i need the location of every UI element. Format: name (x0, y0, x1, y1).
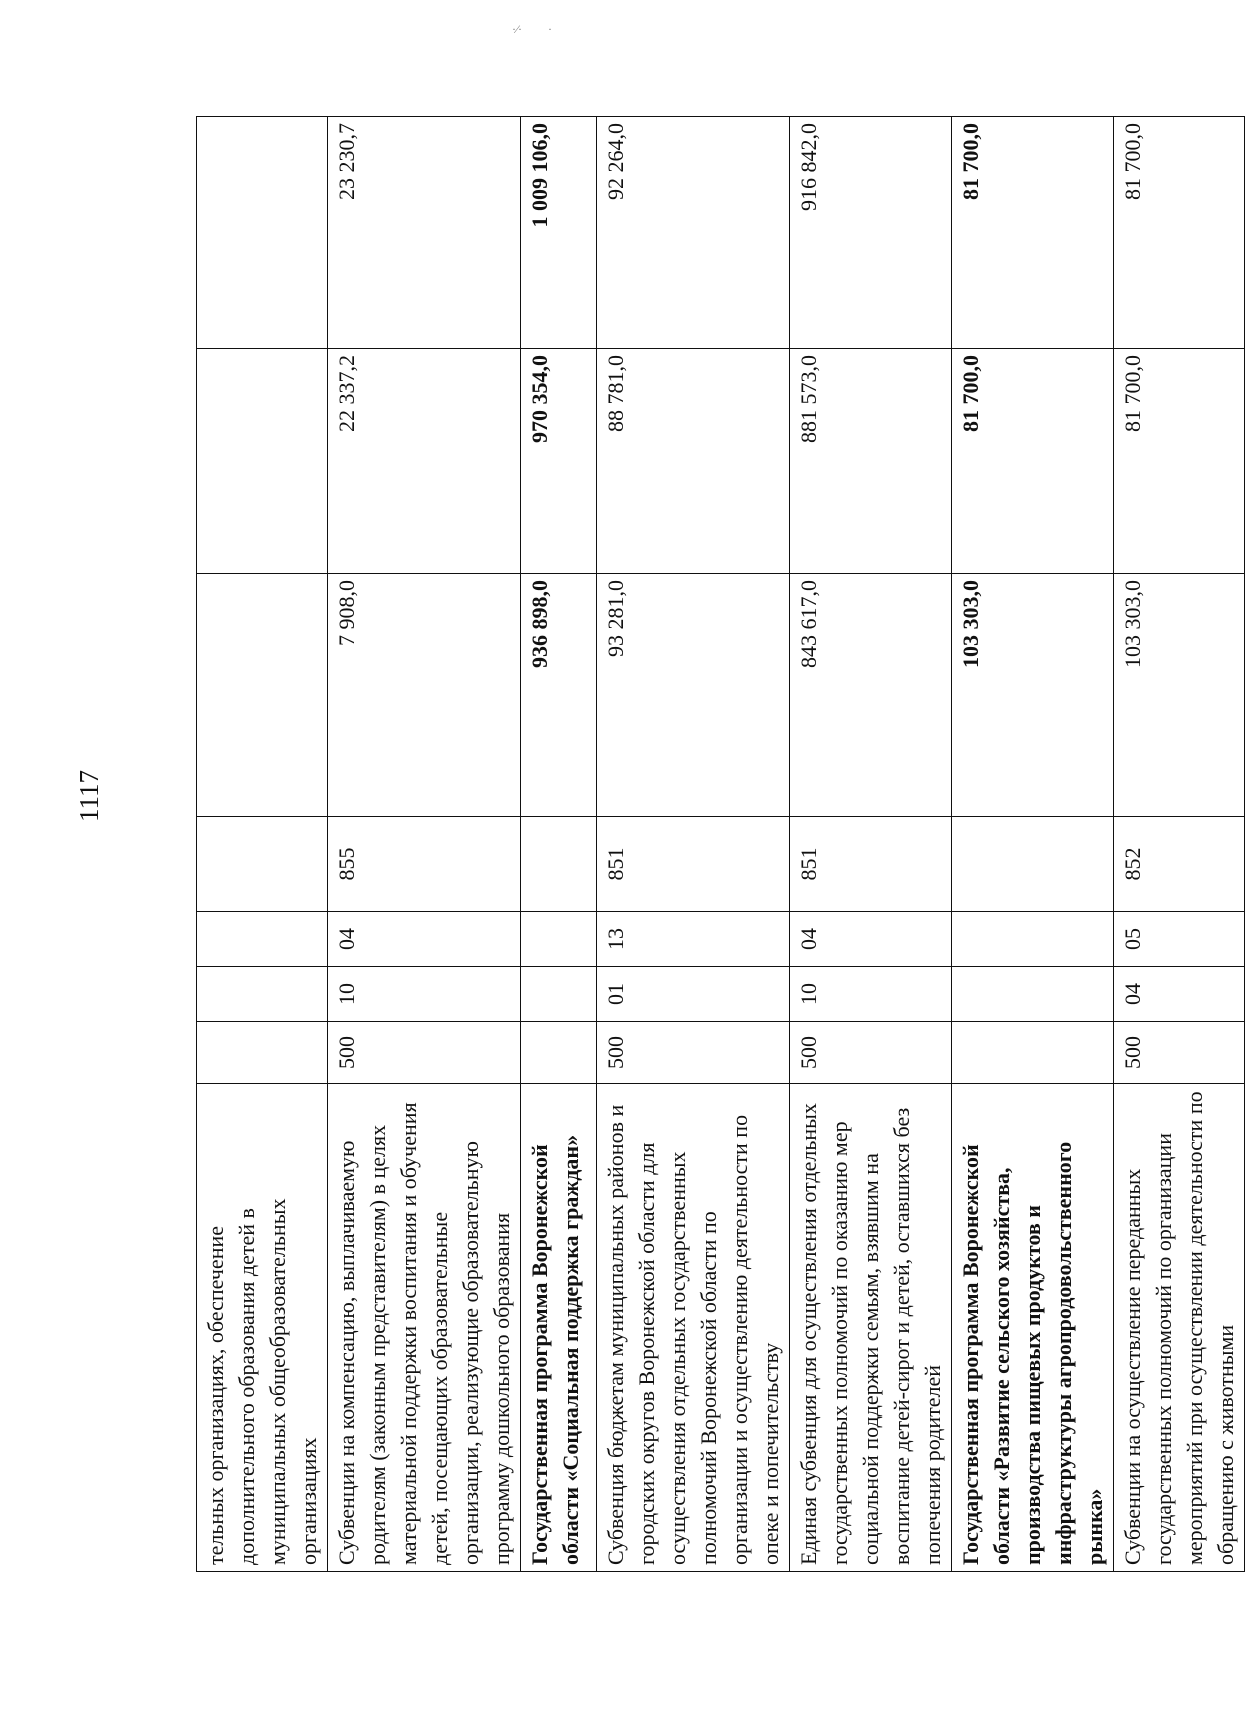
table-row (597, 117, 790, 1572)
amount-year-1: 103 303,0 (952, 574, 1114, 817)
code-expense-type: 855 (328, 817, 521, 912)
code-grbs: 500 (790, 1022, 952, 1084)
amount-year-3: 916 842,0 (790, 117, 952, 349)
code-grbs (197, 1022, 328, 1084)
code-grbs (521, 1022, 597, 1084)
code-section (197, 967, 328, 1022)
amount-year-2: 81 700,0 (1114, 349, 1245, 574)
row-description: Государственная программа Воронежской области «Развитие сельского хозяйства, производства пищевых продуктов и инфраструктуры агропродовольственного рынка» (952, 1084, 1114, 1572)
code-subsection: 04 (328, 912, 521, 967)
scan-artifact: · (548, 22, 552, 36)
amount-year-3 (197, 117, 328, 349)
amount-year-3: 1 009 106,0 (521, 117, 597, 349)
amount-year-2: 88 781,0 (597, 349, 790, 574)
code-expense-type (952, 817, 1114, 912)
amount-year-2: 22 337,2 (328, 349, 521, 574)
code-subsection: 04 (790, 912, 952, 967)
amount-year-2: 881 573,0 (790, 349, 952, 574)
code-section (952, 967, 1114, 1022)
row-description: Единая субвенция для осуществления отдельных государственных полномочий по оказанию мер социальной поддержки семьям, взявшим на воспитание детей-сирот и детей, оставшихся без попечения родителей (790, 1084, 952, 1572)
code-section: 01 (597, 967, 790, 1022)
table-row (952, 117, 1114, 1572)
amount-year-1: 936 898,0 (521, 574, 597, 817)
code-expense-type: 852 (1114, 817, 1245, 912)
table-body (197, 117, 1245, 1572)
table-row (521, 117, 597, 1572)
code-subsection (952, 912, 1114, 967)
amount-year-3: 81 700,0 (1114, 117, 1245, 349)
table-row (197, 117, 328, 1572)
amount-year-1: 843 617,0 (790, 574, 952, 817)
code-grbs: 500 (1114, 1022, 1245, 1084)
code-expense-type (197, 817, 328, 912)
row-description: тельных организациях, обеспечение дополнительного образования детей в муниципальных общеобразовательных организациях (197, 1084, 328, 1572)
code-expense-type: 851 (790, 817, 952, 912)
table-row (328, 117, 521, 1572)
amount-year-2 (197, 349, 328, 574)
code-grbs (952, 1022, 1114, 1084)
row-description: Государственная программа Воронежской области «Социальная поддержка граждан» (521, 1084, 597, 1572)
page-number: 1117 (74, 770, 104, 822)
amount-year-1 (197, 574, 328, 817)
code-subsection (197, 912, 328, 967)
code-section: 10 (790, 967, 952, 1022)
amount-year-1: 103 303,0 (1114, 574, 1245, 817)
code-section: 04 (1114, 967, 1245, 1022)
amount-year-2: 81 700,0 (952, 349, 1114, 574)
code-expense-type (521, 817, 597, 912)
budget-table (196, 116, 1245, 1572)
amount-year-2: 970 354,0 (521, 349, 597, 574)
amount-year-1: 7 908,0 (328, 574, 521, 817)
code-section (521, 967, 597, 1022)
amount-year-3: 23 230,7 (328, 117, 521, 349)
code-subsection: 05 (1114, 912, 1245, 967)
code-subsection: 13 (597, 912, 790, 967)
amount-year-3: 81 700,0 (952, 117, 1114, 349)
amount-year-1: 93 281,0 (597, 574, 790, 817)
budget-table-rotated (196, 117, 1238, 1572)
code-grbs: 500 (328, 1022, 521, 1084)
table-row (1114, 117, 1245, 1572)
row-description: Субвенция бюджетам муниципальных районов и городских округов Воронежской области для осуществления отдельных государственных полномочий Воронежской области по организации и осуществлению деятельности по опеке и попечительству (597, 1084, 790, 1572)
table-row (790, 117, 952, 1572)
row-description: Субвенции на компенсацию, выплачиваемую родителям (законным представителям) в целях материальной поддержки воспитания и обучения детей, посещающих образовательные организации, реализующие образовательную программу дошкольного образования (328, 1084, 521, 1572)
row-description: Субвенции на осуществление переданных государственных полномочий по организации мероприятий при осуществлении деятельности по обращению с животными (1114, 1084, 1245, 1572)
code-expense-type: 851 (597, 817, 790, 912)
scan-artifact: ·⁄· (512, 22, 522, 36)
code-grbs: 500 (597, 1022, 790, 1084)
code-subsection (521, 912, 597, 967)
code-section: 10 (328, 967, 521, 1022)
amount-year-3: 92 264,0 (597, 117, 790, 349)
